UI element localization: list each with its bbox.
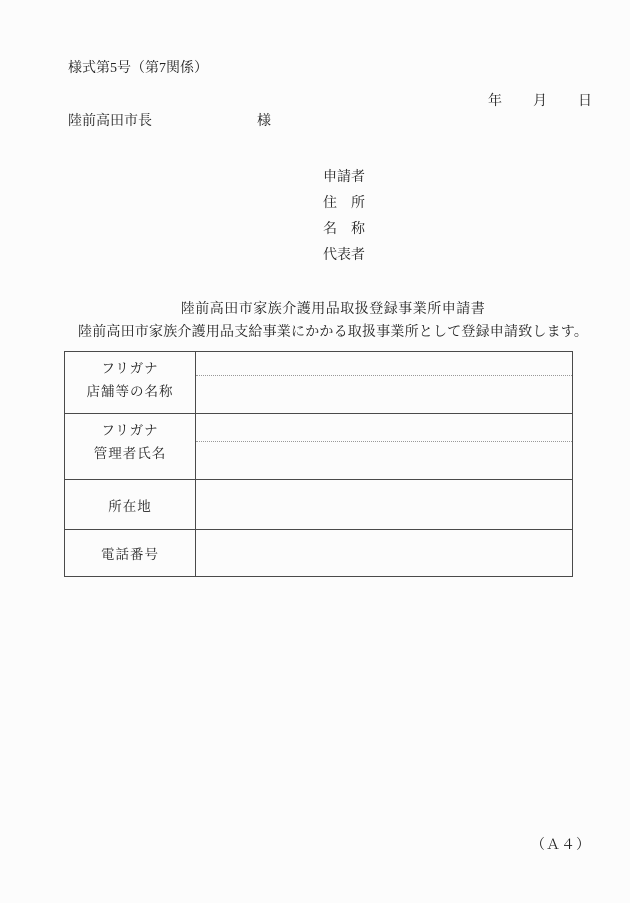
phone-field: [196, 530, 572, 576]
applicant-address-label: 住 所: [323, 196, 365, 211]
form-table: [64, 351, 573, 577]
manager-furigana-field: [196, 414, 572, 442]
manager-name-label: 管理者氏名: [93, 446, 167, 461]
form-title: 陸前高田市家族介護用品取扱登録事業所申請書: [180, 302, 486, 317]
form-number: 様式第5号（第7関係）: [68, 61, 208, 76]
shop-name-field-area: [196, 352, 572, 413]
shop-name-field: [196, 376, 572, 413]
table-row-shop-name: [65, 352, 572, 413]
addressee: 陸前高田市長: [68, 114, 152, 129]
manager-name-field: [196, 442, 572, 479]
row-label-location: [65, 480, 196, 529]
table-row-location: [65, 479, 572, 529]
location-label: 所在地: [108, 498, 152, 514]
applicant-block: [323, 165, 365, 269]
applicant-name-label: 名 称: [323, 222, 365, 237]
shop-name-label: 店舗等の名称: [86, 384, 174, 399]
table-row-manager-name: [65, 413, 572, 479]
paper-size-label: （Ａ４）: [531, 838, 591, 853]
applicant-representative-label: 代表者: [323, 248, 365, 263]
location-field: [196, 480, 572, 529]
row-label-phone: [65, 530, 196, 576]
table-row-phone: [65, 529, 572, 576]
declaration-text: 陸前高田市家族介護用品支給事業にかかる取扱事業所として登録申請致します。: [78, 325, 589, 340]
shop-furigana-field: [196, 352, 572, 376]
furigana-label: フリガナ: [101, 423, 159, 438]
date-line: 年 月 日: [488, 94, 593, 109]
furigana-label: フリガナ: [101, 361, 159, 376]
row-label-manager-name: [65, 414, 196, 479]
applicant-label: 申請者: [323, 170, 365, 185]
manager-name-field-area: [196, 414, 572, 479]
row-label-shop-name: [65, 352, 196, 413]
addressee-honorific: 様: [257, 114, 271, 129]
phone-label: 電話番号: [101, 547, 159, 562]
